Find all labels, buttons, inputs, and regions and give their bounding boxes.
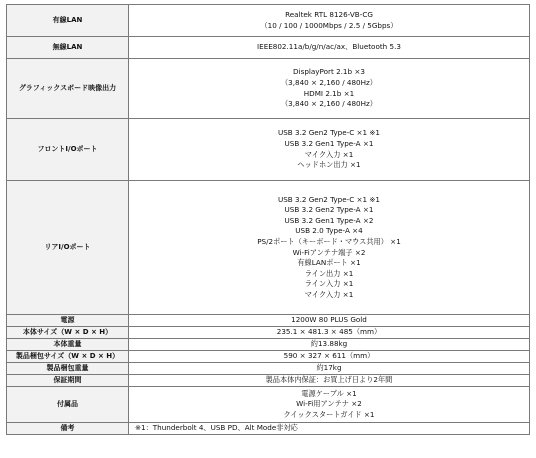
value-line: HDMI 2.1b ×1 [303, 88, 355, 98]
spec-table-container [6, 4, 529, 435]
row-value-warranty [129, 375, 530, 387]
value-line: マイク入力 ×1 [304, 289, 354, 299]
row-value-package-size [129, 351, 530, 363]
value-line: （10 / 100 / 1000Mbps / 2.5 / 5Gbps） [260, 20, 398, 30]
row-label-rear-io: リアI/Oポート [7, 181, 129, 315]
value-line: 約13.88kg [310, 339, 348, 349]
value-line: USB 3.2 Gen1 Type-A ×1 [284, 138, 374, 148]
value-line: マイク入力 ×1 [304, 149, 354, 159]
table-row [7, 5, 530, 37]
row-value-front-io [129, 119, 530, 181]
value-line: DisplayPort 2.1b ×3 [293, 67, 365, 77]
table-row [7, 59, 530, 119]
value-line: USB 3.2 Gen2 Type-C ×1 ※1 [277, 194, 381, 204]
value-line: （3,840 × 2,160 / 480Hz） [280, 99, 377, 109]
table-row [7, 37, 530, 59]
table-row [7, 363, 530, 375]
value-line: USB 3.2 Gen2 Type-A ×1 [284, 205, 374, 215]
row-label-front-io: フロントI/Oポート [7, 119, 129, 181]
value-line: （3,840 × 2,160 / 480Hz） [280, 77, 377, 87]
table-row [7, 351, 530, 363]
row-label-package-weight: 製品梱包重量 [7, 363, 129, 375]
value-line: 有線LANポート ×1 [297, 258, 361, 268]
row-label-body-weight: 本体重量 [7, 339, 129, 351]
value-line: 1200W 80 PLUS Gold [291, 315, 367, 325]
value-line: Wi-Fi用アンテナ ×2 [296, 399, 362, 409]
value-line: 製品本体内保証：お買上げ日より2年間 [265, 375, 393, 385]
row-value-wireless-lan [129, 37, 530, 59]
table-row [7, 119, 530, 181]
value-line: ※1：Thunderbolt 4、USB PD、Alt Mode非対応 [135, 423, 298, 433]
value-line: 約17kg [316, 363, 342, 373]
table-row [7, 315, 530, 327]
row-label-wired-lan: 有線LAN [7, 5, 129, 37]
table-row [7, 327, 530, 339]
row-label-accessories: 付属品 [7, 387, 129, 423]
row-value-package-weight [129, 363, 530, 375]
table-row [7, 387, 530, 423]
row-label-notes: 備考 [7, 423, 129, 435]
row-value-rear-io [129, 181, 530, 315]
value-line: ライン入力 ×1 [304, 279, 354, 289]
row-value-wired-lan [129, 5, 530, 37]
row-label-body-size: 本体サイズ（W × D × H） [7, 327, 129, 339]
table-row [7, 375, 530, 387]
value-line: IEEE802.11a/b/g/n/ac/ax、Bluetooth 5.3 [257, 42, 401, 52]
row-label-wireless-lan: 無線LAN [7, 37, 129, 59]
value-line: Realtek RTL 8126-VB-CG [285, 9, 373, 19]
row-label-power: 電源 [7, 315, 129, 327]
value-line: 590 × 327 × 611（mm） [283, 351, 375, 361]
value-line: PS/2ポート（キーボード・マウス共用） ×1 [257, 236, 401, 246]
row-value-graphics-output [129, 59, 530, 119]
value-line: USB 2.0 Type-A ×4 [295, 226, 363, 236]
row-label-package-size: 製品梱包サイズ（W × D × H） [7, 351, 129, 363]
row-value-accessories [129, 387, 530, 423]
row-value-body-weight [129, 339, 530, 351]
value-line: USB 3.2 Gen1 Type-A ×2 [284, 215, 374, 225]
table-row [7, 423, 530, 435]
value-line: 235.1 × 481.3 × 485（mm） [276, 327, 382, 337]
value-line: USB 3.2 Gen2 Type-C ×1 ※1 [277, 128, 381, 138]
row-value-body-size [129, 327, 530, 339]
row-value-notes [129, 423, 530, 435]
value-line: ライン出力 ×1 [304, 268, 354, 278]
spec-table [6, 4, 530, 435]
value-line: クイックスタートガイド ×1 [283, 409, 375, 419]
table-row [7, 339, 530, 351]
value-line: 電源ケーブル ×1 [301, 388, 357, 398]
value-line: Wi-Fiアンテナ端子 ×2 [292, 247, 366, 257]
row-label-warranty: 保証期間 [7, 375, 129, 387]
row-value-power [129, 315, 530, 327]
row-label-graphics-output: グラフィックスボード映像出力 [7, 59, 129, 119]
table-row [7, 181, 530, 315]
value-line: ヘッドホン出力 ×1 [297, 160, 361, 170]
